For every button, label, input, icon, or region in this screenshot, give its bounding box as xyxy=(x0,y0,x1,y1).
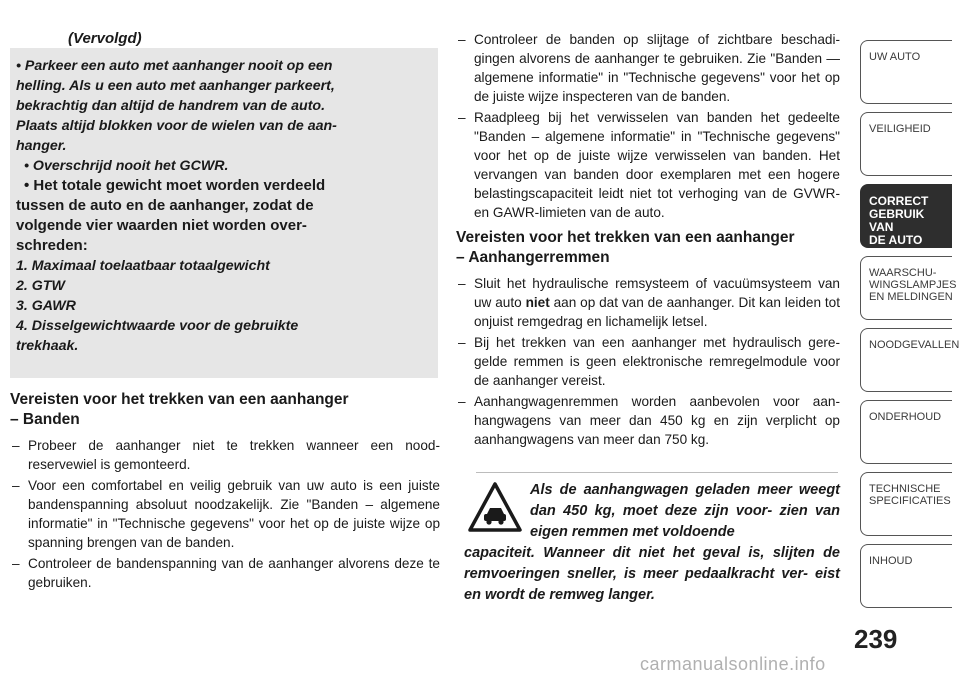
emphasis: niet xyxy=(525,295,550,310)
right-column xyxy=(456,30,840,451)
warning-line: trekhaak. xyxy=(16,338,79,354)
warning-line: hanger. xyxy=(16,138,67,154)
list-item: – Bij het trekken van een aanhanger met hydraulisch gere- gelde remmen is geen elektronische remregelmodule voor de aanhanger vereist. xyxy=(458,335,840,388)
warning-line: 2. GTW xyxy=(16,278,65,294)
tab-noodgevallen[interactable]: NOODGEVALLEN xyxy=(860,328,952,392)
warning-line: Plaats altijd blokken voor de wielen van de aan- xyxy=(16,118,337,134)
list-item: – Aanhangwagenremmen worden aanbevolen voor aan- hangwagens van meer dan 450 kg en zijn verplicht op aanhangwagens van meer dan 750 kg. xyxy=(458,394,840,447)
warning-line: • Parkeer een auto met aanhanger nooit op een xyxy=(16,58,333,74)
list-item: – Sluit het hydraulische remsysteem of vacuümsysteem van uw auto niet aan op dat van de aanhanger. Dit kan leiden tot onjuist remgedrag en lichamelijk letsel. xyxy=(458,276,841,329)
tab-onderhoud[interactable]: ONDERHOUD xyxy=(860,400,952,464)
warning-box xyxy=(10,48,438,378)
tab-waarschuwingslampjes[interactable]: WAARSCHU- WINGSLAMPJES EN MELDINGEN xyxy=(860,256,952,320)
warning-note xyxy=(464,480,840,606)
section-title: – Aanhangerremmen xyxy=(456,249,610,266)
list-item: – Controleer de banden op slijtage of zichtbare beschadi- gingen alvorens de aanhanger te gebruiken. Zie "Banden — algemene informatie" in "Technische gegevens" voor het op de juiste wijze inspecteren van de banden. xyxy=(458,32,840,104)
note-text: Als de aanhangwagen geladen meer weegt dan 450 kg, moet deze zijn voor- zien van eigen remmen met voldoende xyxy=(530,482,840,540)
warning-line: volgende vier waarden niet worden over- xyxy=(16,217,307,234)
warning-line: tussen de auto en de aanhanger, zodat de xyxy=(16,197,314,214)
note-text: capaciteit. Wanneer dit niet het geval is, slijten de remvoeringen sneller, is meer pedaalkracht ver- eist en wordt de remweg langer. xyxy=(464,545,840,603)
section-title: Vereisten voor het trekken van een aanhanger xyxy=(456,229,795,246)
tab-veiligheid[interactable]: VEILIGHEID xyxy=(860,112,952,176)
list-item: – Probeer de aanhanger niet te trekken wanneer een nood- reservewiel is gemonteerd. xyxy=(12,438,440,472)
note-divider xyxy=(476,472,838,473)
continued-label: (Vervolgd) xyxy=(68,30,142,47)
watermark: carmanualsonline.info xyxy=(640,654,826,674)
tab-inhoud[interactable]: INHOUD xyxy=(860,544,952,608)
page-number: 239 xyxy=(854,624,898,654)
list-item: – Voor een comfortabel en veilig gebruik van uw auto is een juiste bandenspanning absoluut noodzakelijk. Zie "Banden – algemene informatie" in "Technische gegevens" voor het op de juiste wijze op spanning brengen van de banden. xyxy=(12,478,440,550)
warning-line: schreden: xyxy=(16,237,88,254)
section-title: Vereisten voor het trekken van een aanhanger xyxy=(10,391,349,408)
chapter-tabs xyxy=(860,40,960,616)
warning-line: • Overschrijd nooit het GCWR. xyxy=(24,158,229,174)
tab-correct-gebruik[interactable]: CORRECT GEBRUIK VAN DE AUTO xyxy=(860,184,952,248)
warning-line: • Het totale gewicht moet worden verdeeld xyxy=(24,177,326,194)
tab-technische-specificaties[interactable]: TECHNISCHE SPECIFICATIES xyxy=(860,472,952,536)
tab-uw-auto[interactable]: UW AUTO xyxy=(860,40,952,104)
list-item: – Raadpleeg bij het verwisselen van banden het gedeelte "Banden – algemene informatie" in "Technische gegevens" voor het op de juiste wijze verwisselen van banden. Het vervangen van banden door exemplaren met een hogere belastingscapaciteit leidt niet tot verhoging van de GVWR- en GAWR-limieten van de auto. xyxy=(458,110,840,220)
warning-line: 3. GAWR xyxy=(16,298,76,314)
warning-line: 1. Maximaal toelaatbaar totaalgewicht xyxy=(16,258,270,274)
tires-section xyxy=(10,390,440,594)
section-title: – Banden xyxy=(10,411,80,428)
list-item: – Controleer de bandenspanning van de aanhanger alvorens deze te gebruiken. xyxy=(12,556,440,590)
warning-line: bekrachtig dan altijd de handrem van de auto. xyxy=(16,98,326,114)
warning-line: 4. Disselgewichtwaarde voor de gebruikte xyxy=(16,318,299,334)
warning-line: helling. Als u een auto met aanhanger parkeert, xyxy=(16,78,335,94)
